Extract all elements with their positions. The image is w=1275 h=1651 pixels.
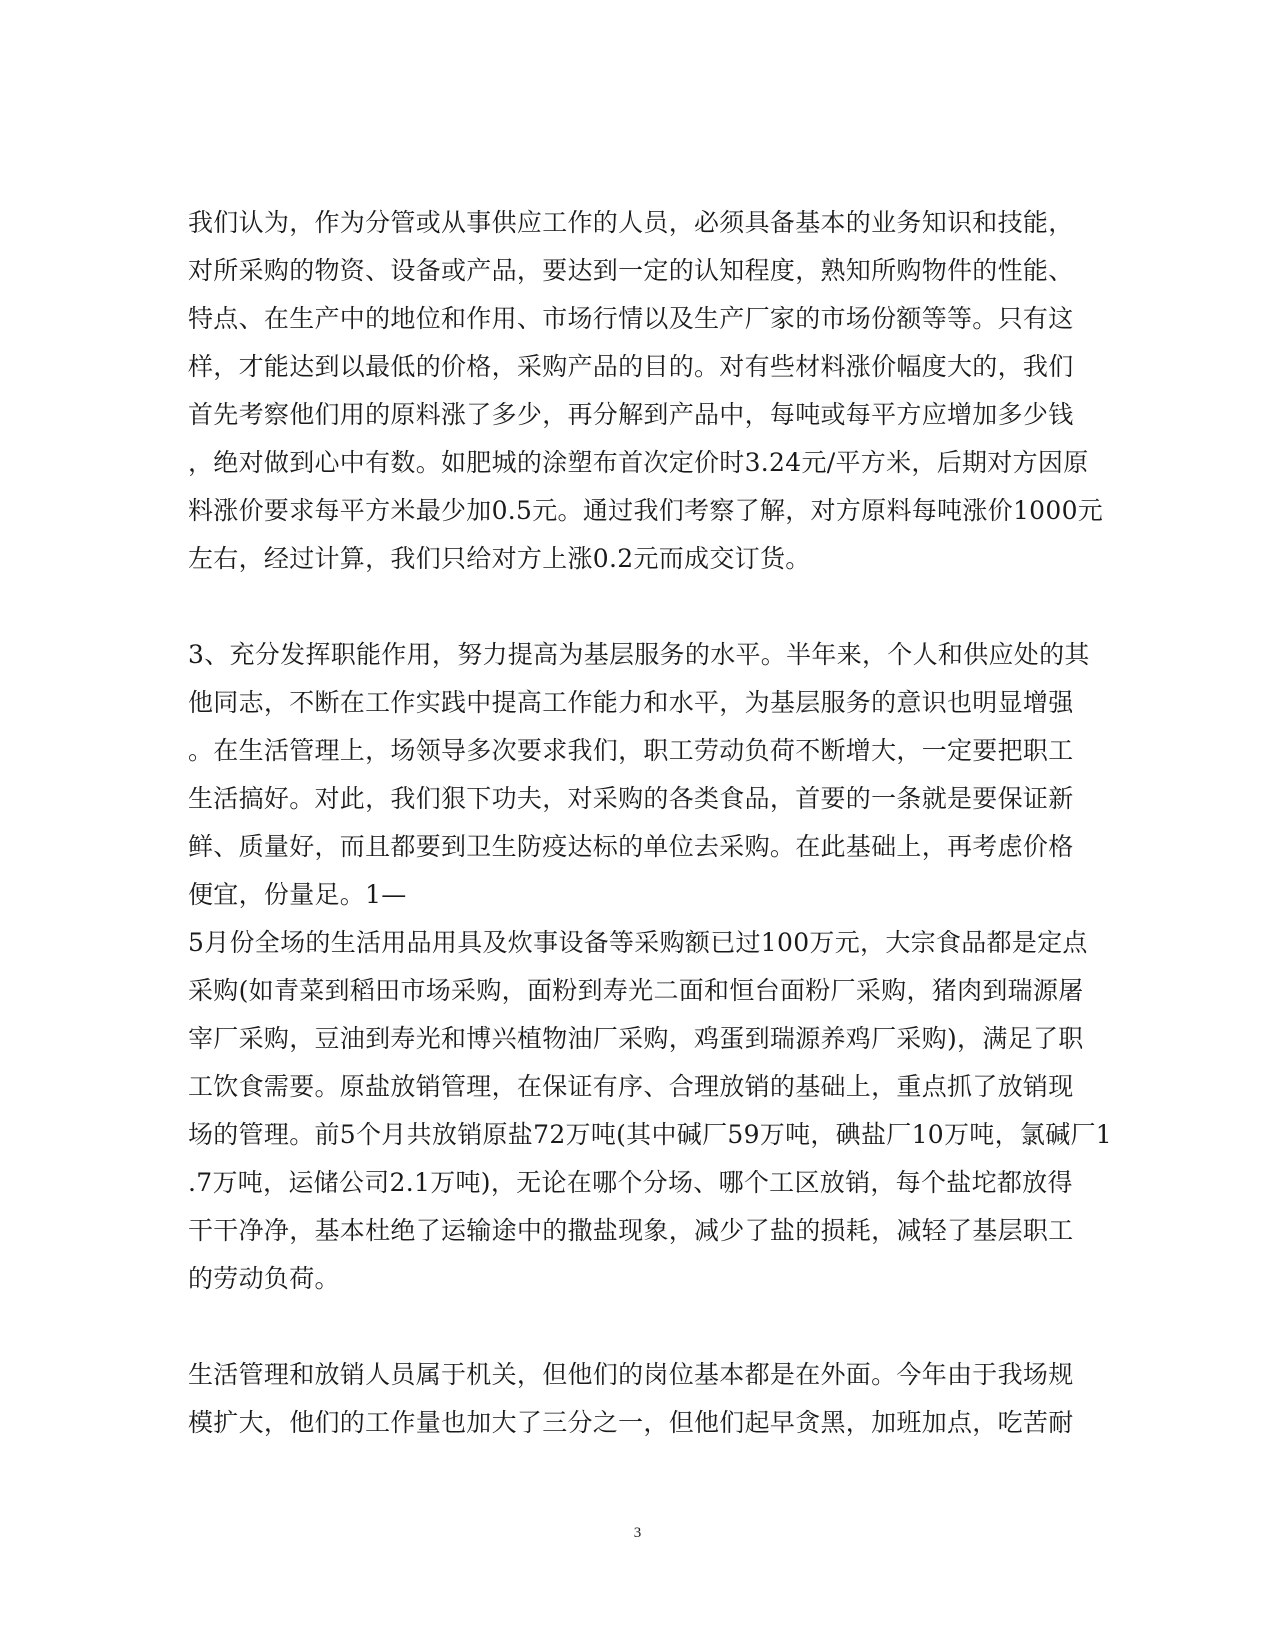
text-line: 特点、在生产中的地位和作用、市场行情以及生产厂家的市场份额等等。只有这: [188, 304, 1074, 333]
text-line: 干干净净，基本杜绝了运输途中的撒盐现象，减少了盐的损耗，减轻了基层职工: [188, 1216, 1074, 1245]
text-line: 工饮食需要。原盐放销管理，在保证有序、合理放销的基础上，重点抓了放销现: [188, 1072, 1074, 1101]
text-line: 的劳动负荷。: [188, 1264, 340, 1293]
text-line: 样，才能达到以最低的价格，采购产品的目的。对有些材料涨价幅度大的，我们: [188, 352, 1074, 381]
text-line: 生活搞好。对此，我们狠下功夫，对采购的各类食品，首要的一条就是要保证新: [188, 784, 1074, 813]
text-line: 宰厂采购，豆油到寿光和博兴植物油厂采购，鸡蛋到瑞源养鸡厂采购)，满足了职: [188, 1024, 1084, 1053]
page-number: 3: [633, 1525, 642, 1541]
text-line: 场的管理。前5个月共放销原盐72万吨(其中碱厂59万吨，碘盐厂10万吨，氯碱厂1: [188, 1120, 1113, 1149]
text-line: 生活管理和放销人员属于机关，但他们的岗位基本都是在外面。今年由于我场规: [188, 1360, 1074, 1389]
text-line: ，绝对做到心中有数。如肥城的涂塑布首次定价时3.24元/平方米，后期对方因原: [188, 448, 1089, 477]
text-line: 首先考察他们用的原料涨了多少，再分解到产品中，每吨或每平方应增加多少钱: [188, 400, 1074, 429]
text-line: 左右，经过计算，我们只给对方上涨0.2元而成交订货。: [188, 544, 811, 573]
text-line: 采购(如青菜到稻田市场采购，面粉到寿光二面和恒台面粉厂采购，猪肉到瑞源屠: [188, 976, 1084, 1005]
text-line: 5月份全场的生活用品用具及炊事设备等采购额已过100万元，大宗食品都是定点: [188, 928, 1088, 957]
text-line: 我们认为，作为分管或从事供应工作的人员，必须具备基本的业务知识和技能，: [188, 208, 1074, 237]
text-line: 3、充分发挥职能作用，努力提高为基层服务的水平。半年来，个人和供应处的其: [188, 640, 1090, 669]
text-line: 鲜、质量好，而且都要到卫生防疫达标的单位去采购。在此基础上，再考虑价格: [188, 832, 1074, 861]
text-line: 料涨价要求每平方米最少加0.5元。通过我们考察了解，对方原料每吨涨价1000元: [188, 496, 1104, 525]
text-line: 。在生活管理上，场领导多次要求我们，职工劳动负荷不断增大，一定要把职工: [188, 736, 1074, 765]
text-line: 他同志，不断在工作实践中提高工作能力和水平，为基层服务的意识也明显增强: [188, 688, 1074, 717]
text-line: .7万吨，运储公司2.1万吨)，无论在哪个分场、哪个工区放销，每个盐坨都放得: [188, 1168, 1073, 1197]
text-line: 对所采购的物资、设备或产品，要达到一定的认知程度，熟知所购物件的性能、: [188, 256, 1074, 285]
text-line: 便宜，份量足。1—: [188, 880, 407, 909]
text-line: 模扩大，他们的工作量也加大了三分之一，但他们起早贪黑，加班加点，吃苦耐: [188, 1408, 1074, 1437]
